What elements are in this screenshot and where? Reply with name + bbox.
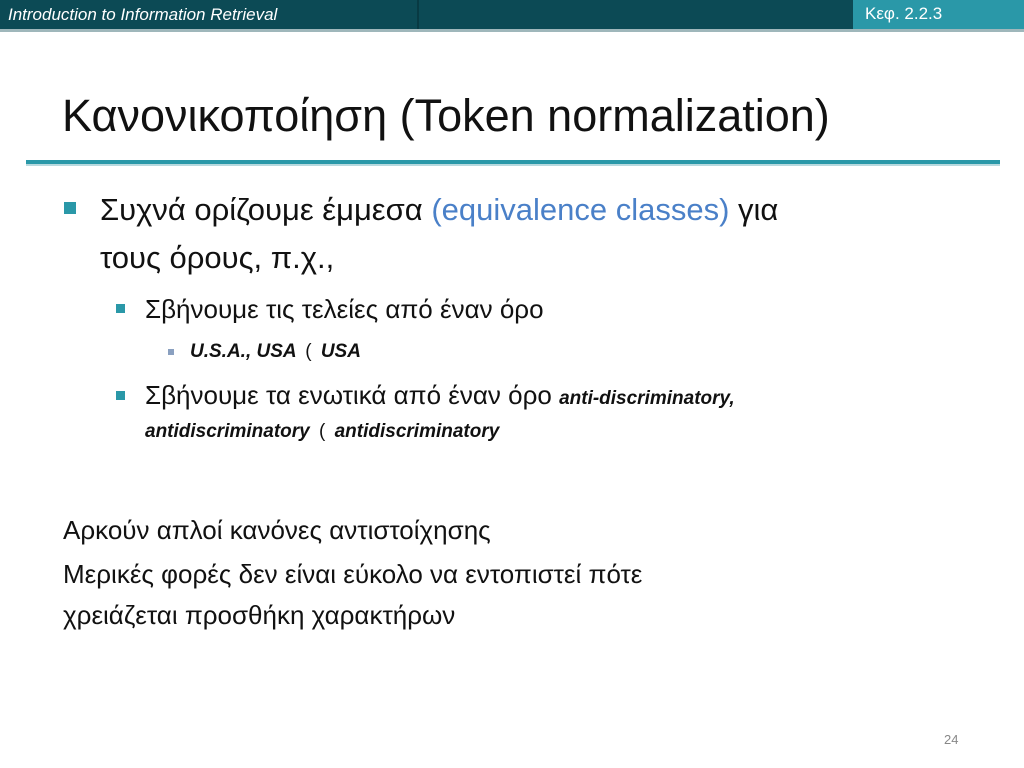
- bullet-line-1: [100, 192, 778, 228]
- example-left: U.S.A., USA: [190, 341, 296, 362]
- title-underline-shadow: [26, 164, 1000, 166]
- example-term: anti-discriminatory,: [559, 388, 735, 409]
- maps-to-arrow: (: [305, 341, 312, 362]
- example-left: antidiscriminatory: [145, 421, 310, 442]
- chapter-badge: [853, 0, 1024, 32]
- bullet-text: Συχνά ορίζουμε έμμεσα: [100, 192, 432, 227]
- bullet-square-icon: [168, 349, 174, 355]
- bullet-tail: για: [729, 192, 779, 227]
- paragraph-line: Μερικές φορές δεν είναι εύκολο να εντοπιστεί πότε: [63, 559, 643, 589]
- example-right: antidiscriminatory: [334, 421, 500, 442]
- paragraph-line: χρειάζεται προσθήκη χαρακτήρων: [63, 600, 456, 630]
- maps-to-arrow: (: [319, 421, 326, 442]
- bullet-square-icon: [116, 391, 125, 400]
- header-shadow: [0, 29, 1024, 32]
- header-bar: [0, 0, 1024, 32]
- chapter-label: Κεφ. 2.2.3: [865, 4, 943, 23]
- bullet-remove-dots: Σβήνουμε τις τελείες από έναν όρο: [145, 294, 544, 324]
- bullet-square-icon: [64, 202, 76, 214]
- example-right: USA: [320, 341, 361, 362]
- paragraph-line: Αρκούν απλοί κανόνες αντιστοίχησης: [63, 515, 491, 545]
- bullet-line-1-continued: τους όρους, π.χ.,: [100, 240, 335, 275]
- course-title: Introduction to Information Retrieval: [8, 5, 278, 24]
- slide-title: Κανονικοποίηση (Token normalization): [62, 90, 830, 141]
- example-antidiscriminatory: [145, 421, 499, 443]
- header-separator: [417, 0, 419, 32]
- equivalence-classes-term: (equivalence classes): [431, 192, 730, 227]
- bullet-text: Σβήνουμε τα ενωτικά από έναν όρο: [145, 380, 560, 410]
- page-number: 24: [944, 732, 959, 747]
- example-usa: [190, 341, 361, 363]
- bullet-remove-hyphens: [145, 380, 735, 411]
- bullet-square-icon: [116, 304, 125, 313]
